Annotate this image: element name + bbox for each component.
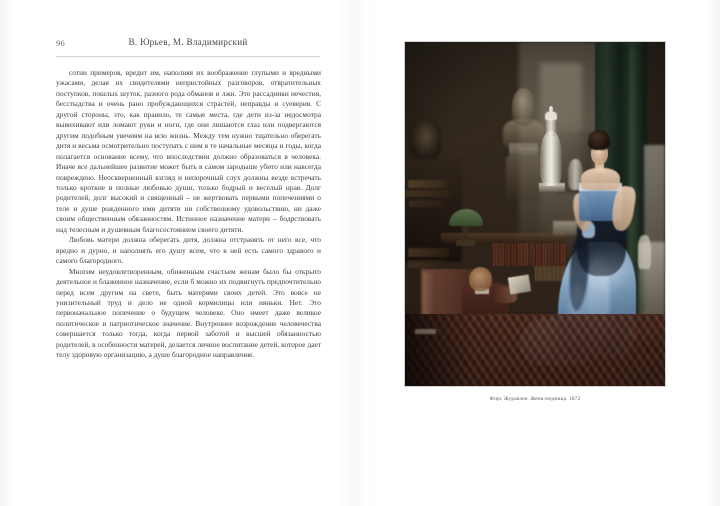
avito-watermark-label: Avito	[651, 461, 706, 487]
paragraph: Многим неудовлетворенным, обиженным счастьем женам было бы открыто деятельное и блаженное назначение, если б можно их подвигнуть предпочтительно перед всем другим на свете, быть матерями своих детей. Это вовсе не унизительный труд и дело не одной кормилицы или няньки. Нет. Это первоначальное попечение о будущем человеке. Оно имеет даже великое политическое и патриотическое значение. Внутреннее возрождение человечества совершается только тогда, когда первой заботой и высшей обязанностью родителей, в особенности матерей, делается личное воспитание детей, которое дает телу здоровую организацию, а душе благородное направление.	[56, 266, 321, 360]
paragraph: сотни примеров, вредит им, наполняя их воображение глупыми и вредными ужасами, делая их свидетелями непристойных разговоров, отвратительных поступков, пошлых шуток, разного рода обманов и лжи. Это рассадники нечестия, бесстыдства и очень рано пробуждающихся страстей, неправды и суеверия. С другой стороны, это, как правило, те самые места, где дети из-за недосмотра вывихивают или ломают руки и ноги, где они лишаются глаз или подвергаются другим подобным увечиям на всю жизнь. Между тем нужно тщательно оберегать дитя и весьма осмотрительно поступать с ним в те начальные месяцы и годы, когда полагается основание всему, что впоследствии должно образоваться в человека. Иначе все дальнейшее развитие может быть в самом зародыше убито или навсегда повреждено. Неоскверненный взгляд и непорочный слух должны везде встречать только кроткие и полные любовью души, только бодрый и веселый нрав. Долг родителей, долг высокий и священный – не жертвовать первыми попечениями о теле и душе рожденного ими дитяти ни собственному удовольствию, ни даже своим общественным обязанностям. Истинное назначение матери – бодрствовать над телесным и душевным благосостоянием своего дитяти.	[56, 68, 321, 234]
paragraph: Любовь матери должна оберегать дитя, должна отстранять от него все, что вредно и дурно, и наполнять его душу всем, что в ней есть самого здравого и самого благородного.	[56, 235, 321, 266]
running-head	[56, 38, 320, 58]
body-text	[56, 68, 321, 361]
plate-caption: Фирс Журавлев. Жена-модница. 1872	[489, 396, 581, 402]
painting-vignette	[405, 42, 665, 386]
running-head-rule	[56, 56, 320, 57]
plate-figure	[405, 42, 665, 402]
right-page	[360, 0, 720, 506]
running-head-authors: В. Юрьев, М. Владимирский	[128, 37, 248, 47]
plate-painting	[405, 42, 665, 386]
page-folio: 96	[56, 38, 65, 48]
